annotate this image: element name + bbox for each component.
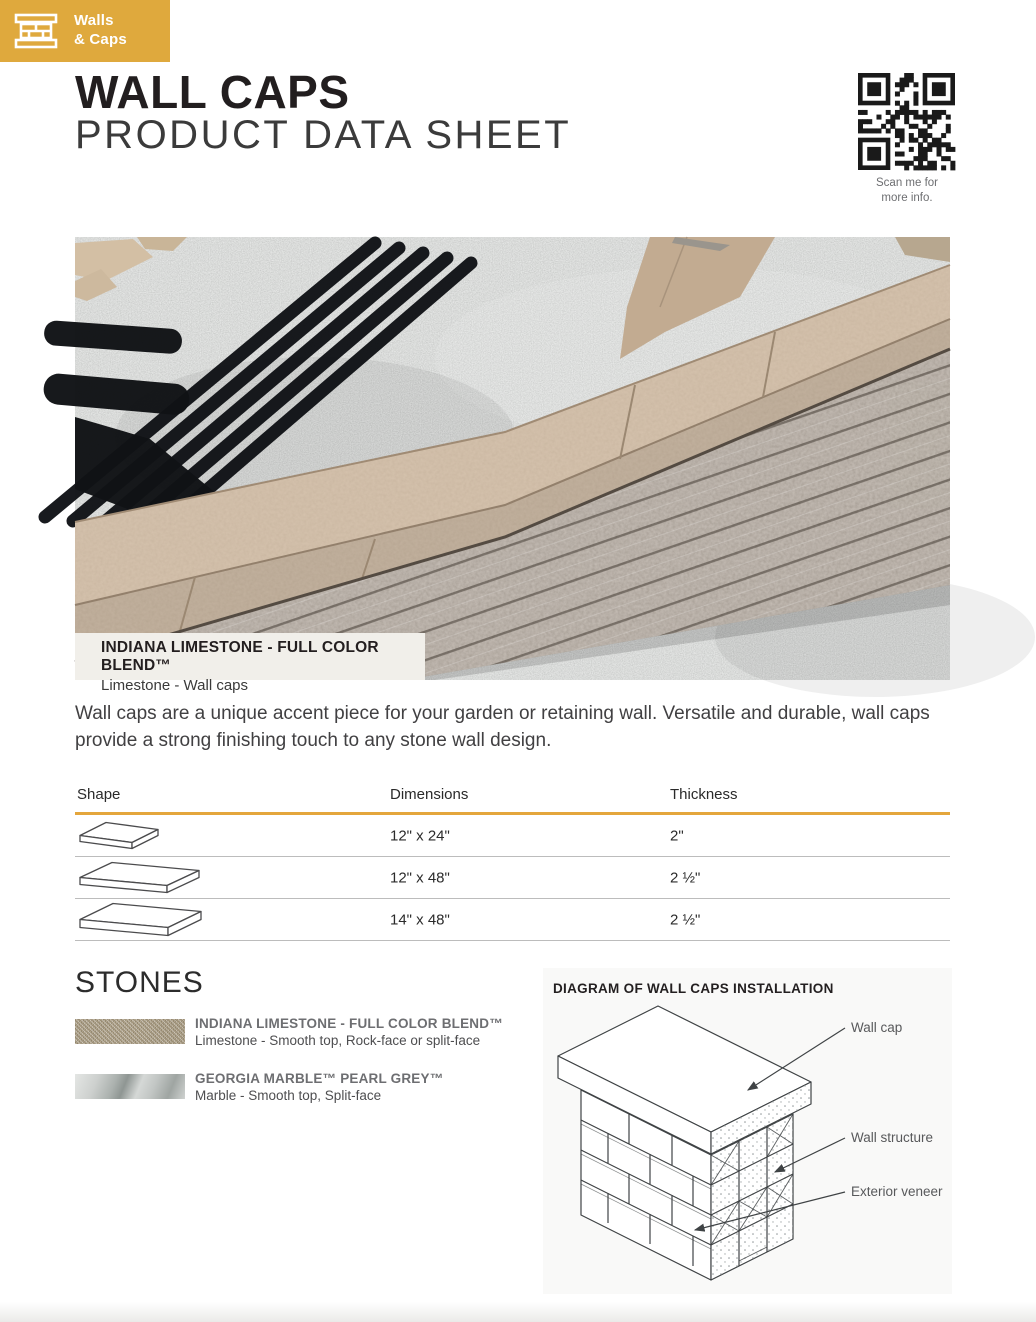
page-bottom-edge [0, 1302, 1036, 1322]
photo-caption-subtitle: Limestone - Wall caps [101, 677, 248, 694]
cell-thickness: 2 ½" [670, 869, 701, 886]
cell-dimensions: 12" x 24" [390, 827, 450, 844]
slab-12x24-icon [77, 817, 161, 854]
slab-14x48-icon [77, 897, 205, 942]
diagram-heading: DIAGRAM OF WALL CAPS INSTALLATION [553, 981, 834, 996]
wall-caps-icon [14, 12, 58, 50]
category-badge [0, 0, 170, 62]
photo-caption [75, 633, 425, 694]
hero-photo-art [75, 237, 950, 680]
header-thickness: Thickness [670, 786, 738, 803]
slab-12x48-icon [77, 856, 203, 899]
header-shape: Shape [77, 786, 121, 803]
page-title: WALL CAPS [75, 66, 350, 118]
stone-subtitle: Limestone - Smooth top, Rock-face or split-face [195, 1033, 481, 1048]
stone-item [75, 1016, 515, 1049]
cell-thickness: 2" [670, 827, 684, 844]
table-row [75, 857, 950, 899]
photo-caption-title: INDIANA LIMESTONE - FULL COLOR BLEND™ [101, 639, 379, 674]
diagram-label-wall-structure: Wall structure [851, 1130, 934, 1145]
cell-dimensions: 12" x 48" [390, 869, 450, 886]
table-row [75, 815, 950, 857]
hero-photo [75, 237, 950, 694]
spec-table-header [75, 786, 950, 812]
cell-dimensions: 14" x 48" [390, 911, 450, 928]
qr-code [858, 73, 955, 170]
stones-heading: STONES [75, 966, 204, 999]
stone-title: INDIANA LIMESTONE - FULL COLOR BLEND™ [195, 1016, 503, 1031]
qr-caption: Scan me for more info. [876, 177, 938, 204]
intro-paragraph: Wall caps are a unique accent piece for your garden or retaining wall. Versatile and durable, wall caps provide a strong finishing touch to any stone wall design. [75, 703, 930, 751]
limestone-swatch [75, 1019, 185, 1044]
diagram-label-exterior-veneer: Exterior veneer [851, 1184, 943, 1199]
table-row [75, 899, 950, 941]
stone-title: GEORGIA MARBLE™ PEARL GREY™ [195, 1071, 444, 1086]
stone-item [75, 1071, 515, 1104]
stone-subtitle: Marble - Smooth top, Split-face [195, 1088, 382, 1103]
header-dimensions: Dimensions [390, 786, 469, 803]
diagram-label-wall-cap: Wall cap [851, 1020, 903, 1035]
cell-thickness: 2 ½" [670, 911, 701, 928]
page-subtitle: PRODUCT DATA SHEET [75, 113, 572, 157]
category-badge-label: Walls & Caps [74, 12, 127, 48]
installation-diagram-panel [543, 968, 952, 1294]
spec-table [75, 786, 950, 941]
marble-swatch [75, 1074, 185, 1099]
